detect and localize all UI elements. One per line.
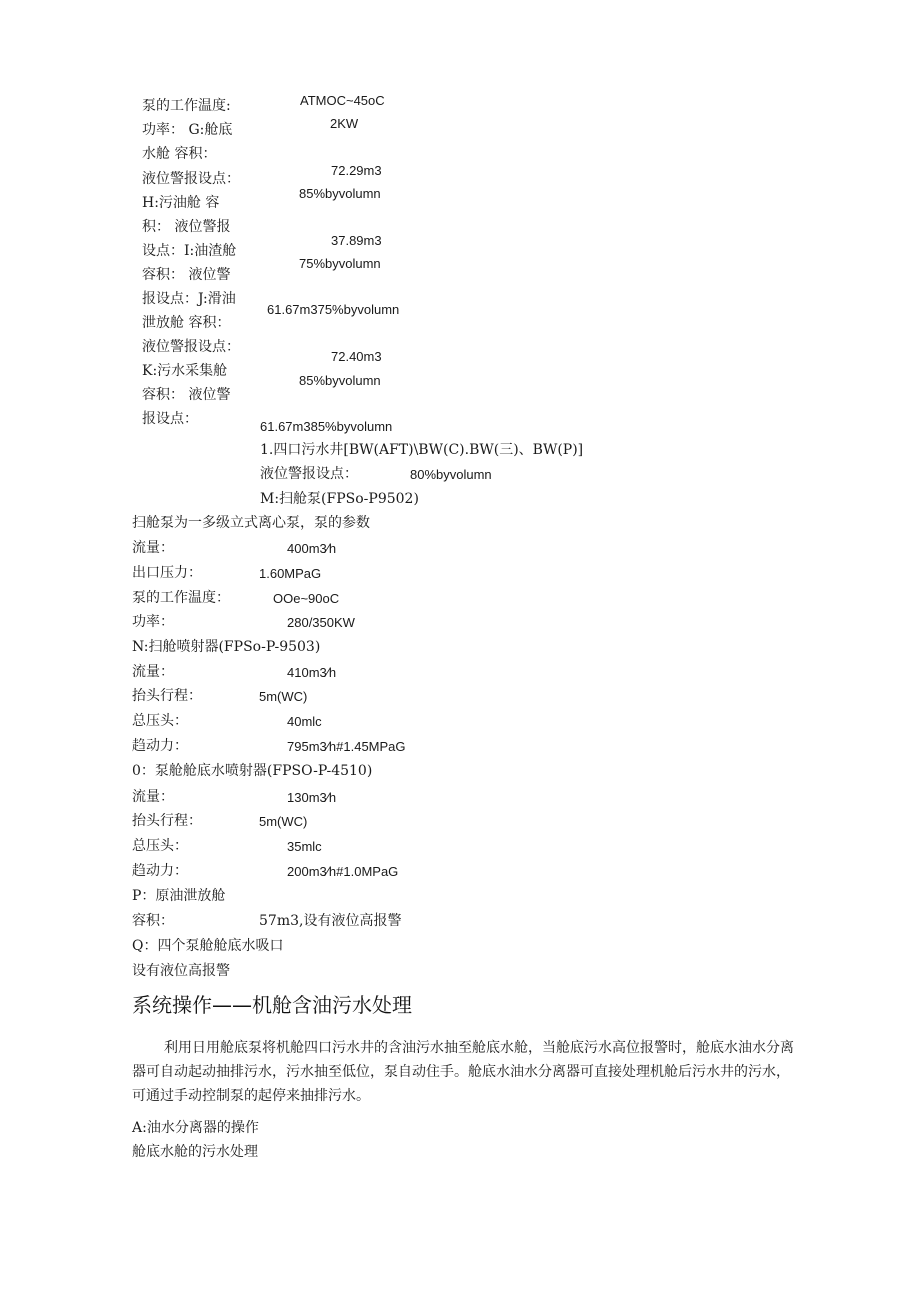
right-value: 37.89m3 (331, 233, 382, 248)
right-value: 61.67m375%byvolumn (267, 302, 400, 317)
spec-value: 57m3,设有液位高报警 (259, 913, 402, 929)
spec-label: 流量： (132, 540, 174, 556)
spec-label: 0：泵舱舱底水喷射器(FPSO-P-4510) (132, 763, 373, 779)
left-line: 功率： G:舱底 (142, 122, 233, 138)
spec-value: 1.60MPaG (259, 566, 322, 581)
left-line: 容积： 液位警 (142, 267, 231, 283)
spec-value: 280/350KW (287, 615, 355, 630)
spec-value: OOe~90oC (273, 591, 340, 606)
body-paragraph (132, 1036, 800, 1108)
spec-label: P：原油泄放舱 (132, 888, 226, 904)
right-value: 85%byvolumn (299, 186, 381, 201)
spec-label: 扫舱泵为一多级立式离心泵，泵的参数 (132, 515, 370, 531)
left-line: 水舱 容积： (142, 146, 217, 162)
left-line: 报设点： (142, 411, 198, 427)
right-value: 85%byvolumn (299, 373, 381, 388)
spec-label: 趋动力： (132, 863, 188, 879)
spec-label: 流量： (132, 664, 174, 680)
left-line: 泄放舱 容积： (142, 315, 231, 331)
indented-alarm-value: 80%byvolumn (410, 467, 492, 482)
spec-label: 抬头行程： (132, 688, 202, 704)
indented-line: 61.67m385%byvolumn (260, 419, 393, 434)
spec-label: N:扫舱喷射器(FPSo-P-9503) (132, 639, 321, 655)
left-line: H:污油舱 容 (142, 195, 220, 211)
spec-value: 5m(WC) (259, 814, 308, 829)
body-paragraph-text: 利用日用舱底泵将机舱四口污水井的含油污水抽至舱底水舱，当舱底污水高位报警时，舱底水油水分离器可自动起动抽排污水，污水抽至低位，泵自动住手。舱底水油水分离器可直接处理机舱后污水井的污水，可通过手动控制泵的起停来抽排污水。 (132, 1040, 794, 1104)
spec-value: 410m3∕h (287, 665, 337, 680)
left-line: 设点：I:油渣舱 (142, 243, 237, 259)
indented-alarm-label: 液位警报设点： (260, 466, 358, 482)
footer-line: 舱底水舱的污水处理 (132, 1144, 258, 1160)
spec-value: 5m(WC) (259, 689, 308, 704)
spec-value: 400m3∕h (287, 541, 337, 556)
spec-value: 40mlc (287, 714, 322, 729)
indented-line: 1.四口污水井[BW(AFT)\BW(C).BW(三)、BW(P)] (260, 442, 584, 458)
spec-label: 功率： (132, 614, 174, 630)
left-line: 泵的工作温度: (142, 98, 231, 114)
right-value: ATMOC~45oC (300, 93, 385, 108)
spec-value: 795m3∕h#1.45MPaG (287, 739, 406, 754)
left-line: 液位警报设点： (142, 171, 240, 187)
left-line: K:污水采集舱 (142, 363, 228, 379)
spec-label: 容积： (132, 913, 174, 929)
left-line: 积： 液位警报 (142, 219, 231, 235)
spec-label: 趋动力： (132, 738, 188, 754)
left-line: 报设点：J:滑油 (142, 291, 236, 307)
spec-label: Q：四个泵舱舱底水吸口 (132, 938, 284, 954)
spec-value: 130m3∕h (287, 790, 337, 805)
section-heading: 系统操作——机舱含油污水处理 (132, 993, 412, 1017)
spec-value: 200m3∕h#1.0MPaG (287, 864, 399, 879)
spec-value: 35mlc (287, 839, 322, 854)
spec-label: 抬头行程： (132, 813, 202, 829)
right-value: 2KW (330, 116, 359, 131)
left-line: 液位警报设点： (142, 339, 240, 355)
spec-label: 设有液位高报警 (132, 963, 230, 979)
indented-line: M:扫舱泵(FPSo-P9502) (260, 491, 419, 507)
spec-label: 总压头： (132, 838, 188, 854)
spec-label: 流量： (132, 789, 174, 805)
spec-label: 泵的工作温度： (132, 590, 230, 606)
right-value: 72.29m3 (331, 163, 382, 178)
right-value: 72.40m3 (331, 349, 382, 364)
right-value: 75%byvolumn (299, 256, 381, 271)
spec-label: 出口压力： (132, 565, 202, 581)
footer-line: A:油水分离器的操作 (132, 1120, 259, 1136)
spec-label: 总压头： (132, 713, 188, 729)
left-line: 容积： 液位警 (142, 387, 231, 403)
